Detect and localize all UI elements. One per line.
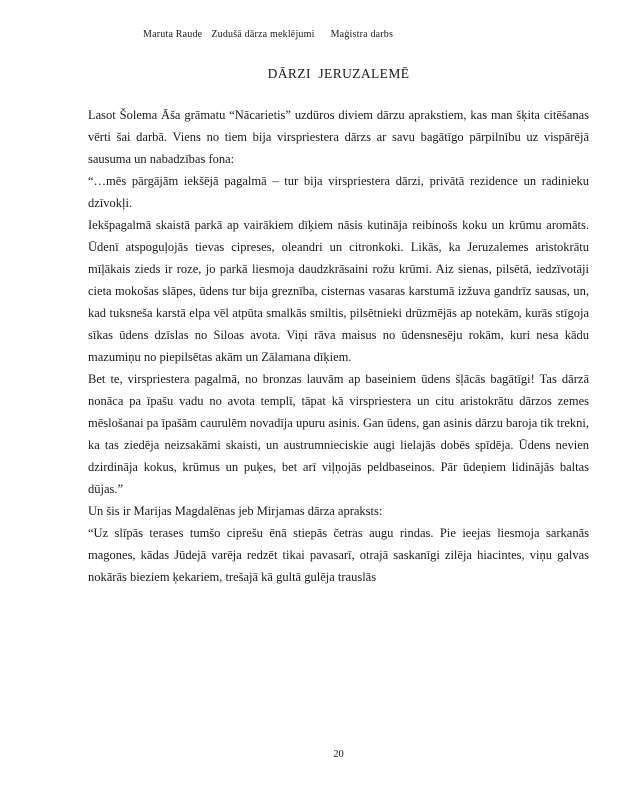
- header-author: Maruta Raude: [143, 29, 203, 40]
- paragraph-quote-terrace: “Uz slīpās terases tumšo ciprešu ēnā stiepās četras augu rindas. Pie ieejas liesmoja sarkanās magones, kādas Jūdejā varēja redzēt tikai pavasarī, otrajā saskanīgi zilēja hiacintes, viņu galvas nokārās bieziem ķekariem, trešajā kā gultā gulēja trauslās: [88, 526, 589, 584]
- paragraph-quote-courtyard: Iekšpagalmā skaistā parkā ap vairākiem dīķiem nāsis kutināja reibinošs koku un krūmu aromāts. Ūdenī atspoguļojās tievas cipreses, oleandri un citronkoki. Likās, ka Jeruzalemes aristokrātu mīļākais zieds ir roze, jo parkā liesmoja daudzkrāsaini rožu krūmi. Aiz sienas, pilsētā, iedzīvotāji cieta mokošas slāpes, ūdens tur bija greznība, cisternas vasaras karstumā izžuva gandrīz sausas, un, kad tuksneša karstā elpa vēl atpūta smalkās smiltis, pilsētnieki drūzmējās ap notekām, kurās stīgoja sīkas ūdens dzīslas no Siloas avota. Viņi rāva maisus no ūdensnesēju rokām, kuri nesa kādu mazumiņu no piepilsētas akām un Zālamana dīķiem.: [88, 218, 589, 364]
- chapter-title: DĀRZI JERUZALEMĒ: [267, 66, 410, 81]
- header-work-title: Zudušā dārza meklējumi: [211, 29, 315, 40]
- running-header: [143, 29, 393, 40]
- header-work-type: Maģistra darbs: [330, 29, 394, 40]
- document-body: [88, 104, 589, 588]
- paragraph-quote-opening: “…mēs pārgājām iekšējā pagalmā – tur bija virspriestera dārzi, privātā rezidence un radinieku dzīvokļi.: [88, 174, 589, 210]
- paragraph-quote-fountains: Bet te, virspriestera pagalmā, no bronzas lauvām ap baseiniem ūdens šļācās bagātīgi! Tas dārzā nonāca pa īpašu vadu no avota templī, tāpat kā virspriestera un citu aristokrātu dārzos zemes mēslošanai pa īpašām caurulēm novadīja upuru asinis. Gan ūdens, gan asinis dārzu baroja tik trekni, ka tas ziedēja neizsakāmi skaisti, un austrumnieciskie augi lielajās dobēs spīdēja. Ūdens nevien dzirdināja kokus, krūmus un puķes, bet arī viļņojās peldbaseinos. Pār ūdeņiem lidinājās baltas dūjas.”: [88, 372, 589, 496]
- paragraph-intro: Lasot Šolema Āša grāmatu “Nācarietis” uzdūros diviem dārzu aprakstiem, kas man šķita citēšanas vērti šai darbā. Viens no tiem bija virspriestera dārzs ar savu bagātīgo pārpilnību uz vispārējā sausuma un nabadzības fona:: [88, 108, 589, 166]
- page-number: 20: [333, 749, 344, 760]
- paragraph-transition: Un šis ir Marijas Magdalēnas jeb Mirjamas dārza apraksts:: [88, 504, 383, 518]
